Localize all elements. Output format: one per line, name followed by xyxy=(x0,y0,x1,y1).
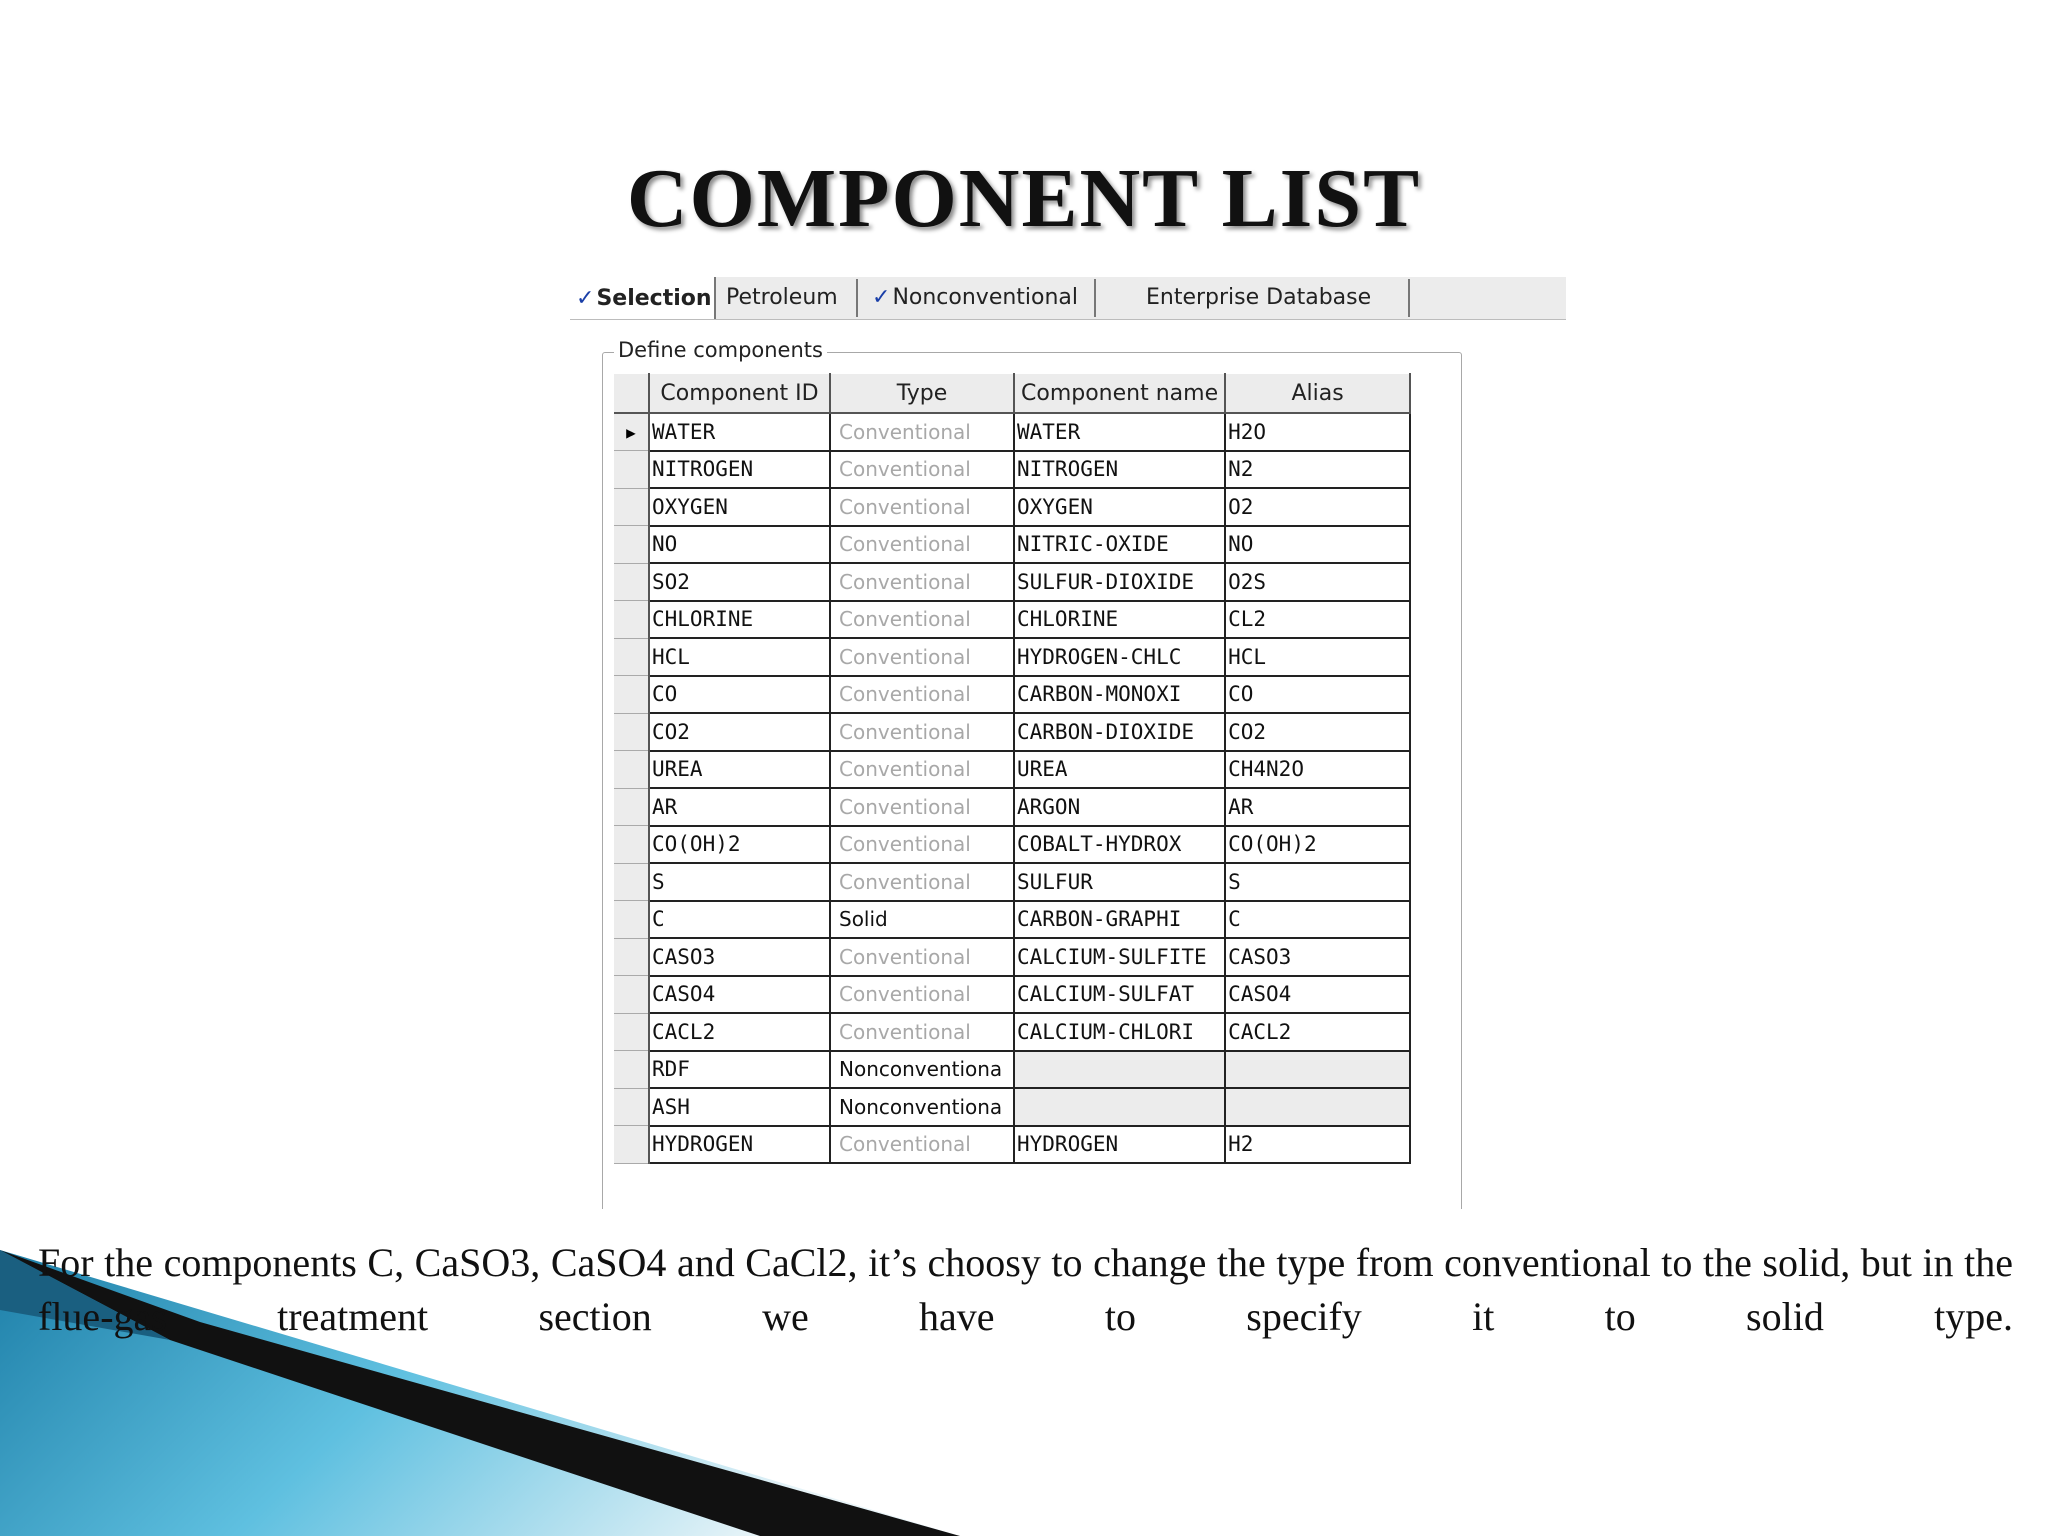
cell-component-id[interactable]: CHLORINE xyxy=(649,601,830,639)
cell-component-id[interactable]: CASO3 xyxy=(649,938,830,976)
cell-component-id[interactable]: WATER xyxy=(649,413,830,451)
row-selector[interactable] xyxy=(614,788,649,826)
cell-component-id[interactable]: HYDROGEN xyxy=(649,1126,830,1164)
cell-component-name[interactable]: NITROGEN xyxy=(1014,451,1225,489)
cell-type[interactable]: Conventional xyxy=(830,1126,1014,1164)
group-label: Define components xyxy=(614,338,827,362)
cell-component-name[interactable]: CALCIUM-SULFITE xyxy=(1014,938,1225,976)
cell-alias[interactable]: CASO3 xyxy=(1225,938,1410,976)
cell-type[interactable]: Conventional xyxy=(830,863,1014,901)
cell-alias[interactable] xyxy=(1225,1051,1410,1089)
cell-component-id[interactable]: CASO4 xyxy=(649,976,830,1014)
cell-type[interactable]: Solid xyxy=(830,901,1014,939)
cell-alias[interactable]: AR xyxy=(1225,788,1410,826)
cell-component-name[interactable]: OXYGEN xyxy=(1014,488,1225,526)
row-selector[interactable] xyxy=(614,1013,649,1051)
cell-type[interactable]: Conventional xyxy=(830,413,1014,451)
row-selector[interactable] xyxy=(614,976,649,1014)
cell-component-id[interactable]: C xyxy=(649,901,830,939)
table-row[interactable] xyxy=(614,1051,1410,1089)
cell-type[interactable]: Conventional xyxy=(830,526,1014,564)
cell-component-id[interactable]: NITROGEN xyxy=(649,451,830,489)
cell-component-name[interactable]: SULFUR xyxy=(1014,863,1225,901)
cell-component-name[interactable] xyxy=(1014,1051,1225,1089)
row-selector[interactable] xyxy=(614,451,649,489)
tab-nonconventional[interactable] xyxy=(866,279,1096,317)
cell-alias[interactable]: H2O xyxy=(1225,413,1410,451)
row-selector[interactable] xyxy=(614,563,649,601)
row-selector[interactable] xyxy=(614,863,649,901)
tab-label: Nonconventional xyxy=(892,285,1079,310)
cell-type[interactable]: Conventional xyxy=(830,488,1014,526)
cell-component-name[interactable]: UREA xyxy=(1014,751,1225,789)
cell-component-name[interactable]: CHLORINE xyxy=(1014,601,1225,639)
cell-type[interactable]: Conventional xyxy=(830,713,1014,751)
table-row[interactable] xyxy=(614,638,1410,676)
row-selector[interactable] xyxy=(614,901,649,939)
grid-body xyxy=(614,413,1410,1163)
cell-type[interactable]: Conventional xyxy=(830,451,1014,489)
table-row[interactable] xyxy=(614,1126,1410,1164)
check-icon: ✓ xyxy=(576,286,595,311)
cell-alias[interactable] xyxy=(1225,1088,1410,1126)
cell-component-name[interactable]: HYDROGEN xyxy=(1014,1126,1225,1164)
cell-component-name[interactable]: NITRIC-OXIDE xyxy=(1014,526,1225,564)
cell-component-name[interactable]: CALCIUM-SULFAT xyxy=(1014,976,1225,1014)
cell-type[interactable]: Nonconventiona xyxy=(830,1051,1014,1089)
row-selector[interactable]: ▶ xyxy=(614,413,649,451)
cell-component-id[interactable]: S xyxy=(649,863,830,901)
cell-type[interactable]: Conventional xyxy=(830,938,1014,976)
cell-type[interactable]: Conventional xyxy=(830,788,1014,826)
row-selector[interactable] xyxy=(614,1088,649,1126)
table-row[interactable] xyxy=(614,788,1410,826)
column-header-type[interactable]: Type xyxy=(830,374,1014,414)
cell-alias[interactable]: CO xyxy=(1225,676,1410,714)
row-selector[interactable] xyxy=(614,938,649,976)
tab-label: Enterprise Database xyxy=(1146,285,1372,310)
cell-type[interactable]: Conventional xyxy=(830,676,1014,714)
table-row[interactable] xyxy=(614,451,1410,489)
table-row[interactable] xyxy=(614,563,1410,601)
cell-alias[interactable]: O2 xyxy=(1225,488,1410,526)
cell-component-id[interactable]: UREA xyxy=(649,751,830,789)
cell-component-id[interactable]: HCL xyxy=(649,638,830,676)
slide-title: COMPONENT LIST xyxy=(626,152,1422,245)
cell-type[interactable]: Conventional xyxy=(830,601,1014,639)
row-selector[interactable] xyxy=(614,1051,649,1089)
cell-alias[interactable]: HCL xyxy=(1225,638,1410,676)
cell-alias[interactable]: CL2 xyxy=(1225,601,1410,639)
cell-component-name[interactable]: ARGON xyxy=(1014,788,1225,826)
cell-component-name[interactable]: CARBON-GRAPHI xyxy=(1014,901,1225,939)
cell-alias[interactable]: NO xyxy=(1225,526,1410,564)
row-selector[interactable] xyxy=(614,1126,649,1164)
cell-component-name[interactable]: CARBON-DIOXIDE xyxy=(1014,713,1225,751)
table-row[interactable] xyxy=(614,713,1410,751)
table-row[interactable] xyxy=(614,863,1410,901)
cell-alias[interactable]: N2 xyxy=(1225,451,1410,489)
tab-petroleum[interactable] xyxy=(720,279,858,317)
cell-type[interactable]: Conventional xyxy=(830,638,1014,676)
cell-type[interactable]: Conventional xyxy=(830,826,1014,864)
row-selector[interactable] xyxy=(614,751,649,789)
table-row[interactable] xyxy=(614,526,1410,564)
column-header-alias[interactable]: Alias xyxy=(1225,374,1410,414)
column-header-component-id[interactable]: Component ID xyxy=(649,374,830,414)
cell-alias[interactable]: CACL2 xyxy=(1225,1013,1410,1051)
table-row[interactable] xyxy=(614,1013,1410,1051)
components-dialog xyxy=(570,277,1566,1209)
tab-enterprise-database[interactable] xyxy=(1120,279,1410,317)
cell-component-id[interactable]: CO2 xyxy=(649,713,830,751)
row-selector[interactable] xyxy=(614,601,649,639)
tab-label: Petroleum xyxy=(726,285,838,310)
table-row[interactable] xyxy=(614,1088,1410,1126)
cell-component-id[interactable]: AR xyxy=(649,788,830,826)
cell-alias[interactable]: S xyxy=(1225,863,1410,901)
cell-component-id[interactable]: CO(OH)2 xyxy=(649,826,830,864)
cell-alias[interactable]: H2 xyxy=(1225,1126,1410,1164)
cell-component-id[interactable]: CO xyxy=(649,676,830,714)
cell-type[interactable]: Conventional xyxy=(830,563,1014,601)
grid-header-row xyxy=(614,374,1410,414)
table-row[interactable] xyxy=(614,901,1410,939)
cell-alias[interactable]: CO(OH)2 xyxy=(1225,826,1410,864)
cell-alias[interactable]: CASO4 xyxy=(1225,976,1410,1014)
cell-component-id[interactable]: ASH xyxy=(649,1088,830,1126)
cell-alias[interactable]: CH4N2O xyxy=(1225,751,1410,789)
table-row[interactable] xyxy=(614,976,1410,1014)
cell-component-id[interactable]: CACL2 xyxy=(649,1013,830,1051)
table-row[interactable] xyxy=(614,938,1410,976)
cell-type[interactable]: Conventional xyxy=(830,976,1014,1014)
cell-type[interactable]: Conventional xyxy=(830,751,1014,789)
row-selector[interactable] xyxy=(614,826,649,864)
cell-component-name[interactable] xyxy=(1014,1088,1225,1126)
row-selector[interactable] xyxy=(614,526,649,564)
table-row[interactable] xyxy=(614,601,1410,639)
cell-alias[interactable]: C xyxy=(1225,901,1410,939)
table-row[interactable] xyxy=(614,826,1410,864)
cell-component-id[interactable]: RDF xyxy=(649,1051,830,1089)
tab-strip xyxy=(570,277,1566,320)
row-selector[interactable] xyxy=(614,713,649,751)
cell-component-name[interactable]: CALCIUM-CHLORI xyxy=(1014,1013,1225,1051)
cell-component-id[interactable]: NO xyxy=(649,526,830,564)
components-grid xyxy=(614,373,1411,1164)
cell-alias[interactable]: O2S xyxy=(1225,563,1410,601)
row-selector[interactable] xyxy=(614,676,649,714)
cell-component-name[interactable]: CARBON-MONOXI xyxy=(1014,676,1225,714)
cell-component-name[interactable]: COBALT-HYDROX xyxy=(1014,826,1225,864)
slide-caption: For the components C, CaSO3, CaSO4 and CaCl2, it’s choosy to change the type from conventional to the solid, but in the flue-gas treatment section we have to specify it to solid type. xyxy=(38,1240,2013,1339)
tab-selection[interactable] xyxy=(570,277,716,319)
column-header-component-name[interactable]: Component name xyxy=(1014,374,1225,414)
check-icon: ✓ xyxy=(872,285,891,310)
cell-component-id[interactable]: OXYGEN xyxy=(649,488,830,526)
cell-type[interactable]: Nonconventiona xyxy=(830,1088,1014,1126)
cell-component-id[interactable]: SO2 xyxy=(649,563,830,601)
cell-type[interactable]: Conventional xyxy=(830,1013,1014,1051)
table-row[interactable] xyxy=(614,751,1410,789)
row-selector-header[interactable] xyxy=(614,374,649,414)
cell-component-name[interactable]: WATER xyxy=(1014,413,1225,451)
table-row[interactable] xyxy=(614,488,1410,526)
row-selector[interactable] xyxy=(614,638,649,676)
table-row[interactable] xyxy=(614,676,1410,714)
table-row[interactable] xyxy=(614,413,1410,451)
cell-alias[interactable]: CO2 xyxy=(1225,713,1410,751)
row-selector[interactable] xyxy=(614,488,649,526)
tab-label: Selection xyxy=(596,286,712,311)
cell-component-name[interactable]: HYDROGEN-CHLC xyxy=(1014,638,1225,676)
cell-component-name[interactable]: SULFUR-DIOXIDE xyxy=(1014,563,1225,601)
